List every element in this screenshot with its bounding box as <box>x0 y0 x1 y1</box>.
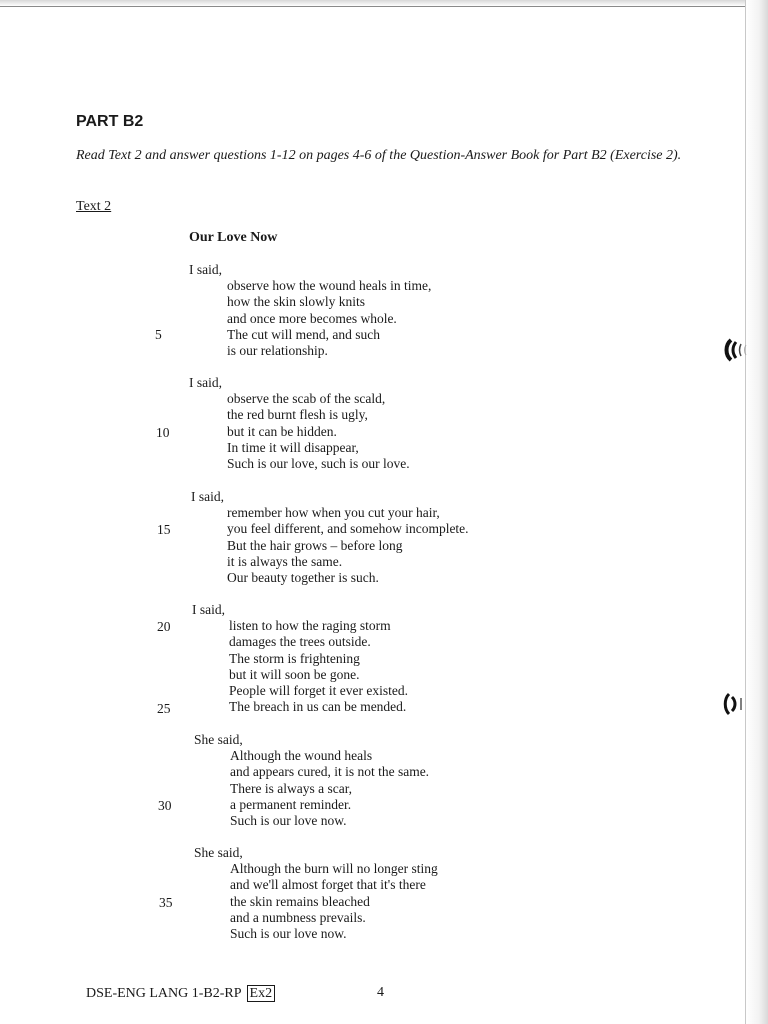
part-title: PART B2 <box>76 113 144 130</box>
stanza-speaker: She said, <box>194 845 243 860</box>
poem-line: In time it will disappear, <box>227 439 359 455</box>
line-number: 25 <box>157 701 171 716</box>
poem-line: how the skin slowly knits <box>227 294 366 310</box>
poem-line: and a numbness prevails. <box>230 909 366 925</box>
stanza-lines <box>227 391 410 472</box>
scan-right-edge <box>745 0 768 1024</box>
line-number: 15 <box>157 522 171 537</box>
poem-line: There is always a scar, <box>230 780 353 796</box>
binder-hole-mark-icon <box>723 336 751 364</box>
stanza-speaker: She said, <box>194 732 243 747</box>
stanza-speaker: I said, <box>192 602 225 617</box>
stanza-lines <box>230 748 429 829</box>
poem-line: the red burnt flesh is ugly, <box>227 407 368 423</box>
poem-line: damages the trees outside. <box>229 634 371 650</box>
stanza-lines <box>230 861 438 942</box>
poem-line: But the hair grows – before long <box>227 537 403 553</box>
line-number: 30 <box>158 798 172 813</box>
poem-line: Such is our love, such is our love. <box>227 455 410 471</box>
poem-line: but it will soon be gone. <box>229 666 360 682</box>
poem-line: People will forget it ever existed. <box>229 682 408 698</box>
poem-line: Our beauty together is such. <box>227 569 379 585</box>
poem-line: Although the burn will no longer sting <box>230 861 438 877</box>
stanza-lines <box>227 278 431 359</box>
poem-line: but it can be hidden. <box>227 423 337 439</box>
stanza-lines <box>229 618 408 715</box>
poem-line: The storm is frightening <box>229 650 360 666</box>
line-number: 20 <box>157 619 171 634</box>
binder-hole-mark-icon <box>723 690 751 718</box>
poem-line: and once more becomes whole. <box>227 310 397 326</box>
poem-line: Such is our love now. <box>230 925 347 941</box>
exercise-box: Ex2 <box>247 985 276 1002</box>
stanza-speaker: I said, <box>191 489 224 504</box>
poem-line: observe the scab of the scald, <box>227 391 386 407</box>
line-number: 10 <box>156 425 170 440</box>
poem-line: Such is our love now. <box>230 812 347 828</box>
line-number: 5 <box>155 327 162 342</box>
poem-line: and appears cured, it is not the same. <box>230 764 430 780</box>
line-number: 35 <box>159 895 173 910</box>
stanza-lines <box>227 505 469 586</box>
footer-code <box>86 986 275 1002</box>
poem-line: observe how the wound heals in time, <box>227 278 432 294</box>
poem-line: a permanent reminder. <box>230 796 352 812</box>
paper-code: DSE-ENG LANG 1-B2-RP <box>86 986 242 1001</box>
poem-line: the skin remains bleached <box>230 893 370 909</box>
poem-line: The cut will mend, and such <box>227 326 380 342</box>
stanza-speaker: I said, <box>189 375 222 390</box>
scan-top-edge <box>0 0 768 7</box>
poem-line: remember how when you cut your hair, <box>227 505 440 521</box>
poem-line: and we'll almost forget that it's there <box>230 877 426 893</box>
poem-line: The breach in us can be mended. <box>229 699 407 715</box>
poem-line: is our relationship. <box>227 342 328 358</box>
poem-title: Our Love Now <box>189 230 278 245</box>
text-label: Text 2 <box>76 199 112 214</box>
instructions: Read Text 2 and answer questions 1-12 on pages 4-6 of the Question-Answer Book for Part B2 (Exercise 2). <box>76 148 682 163</box>
poem-line: Although the wound heals <box>230 748 373 764</box>
poem-line: it is always the same. <box>227 553 343 569</box>
stanza-speaker: I said, <box>189 262 222 277</box>
poem-line: listen to how the raging storm <box>229 618 391 634</box>
poem-line: you feel different, and somehow incomplete. <box>227 521 469 537</box>
page-number: 4 <box>377 985 384 1000</box>
